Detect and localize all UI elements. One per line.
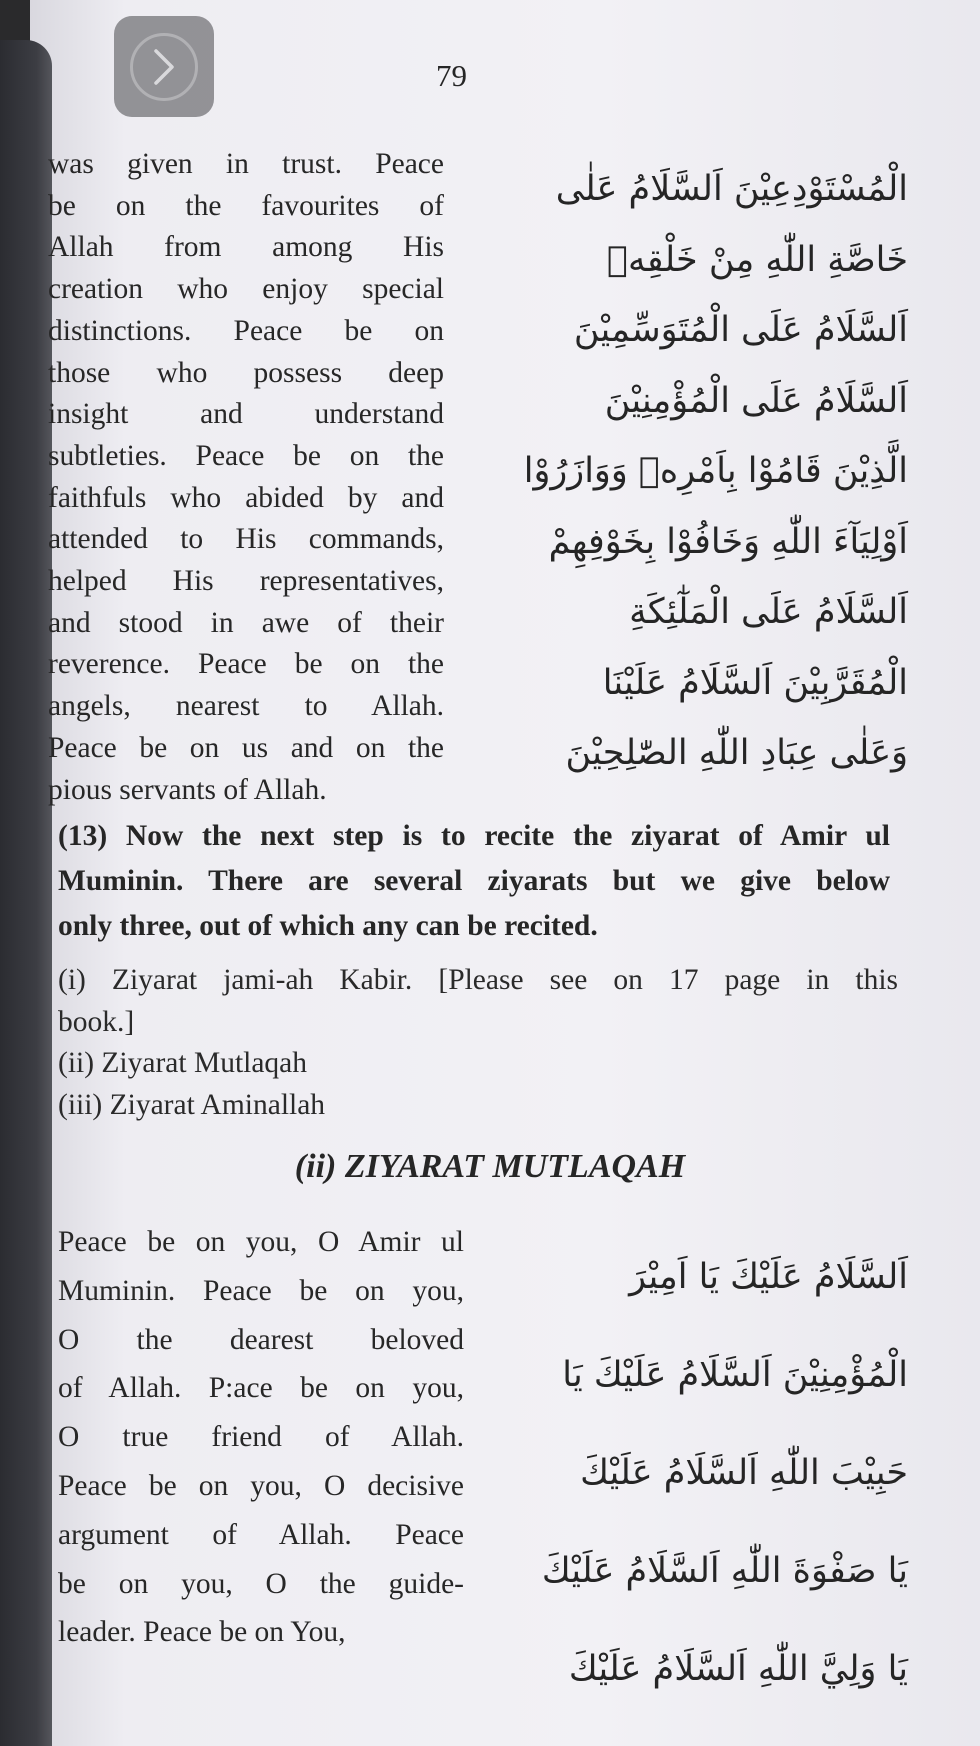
arabic-text-line: الْمُسْتَوْدِعِيْنَ اَلسَّلَامُ عَلٰى bbox=[555, 169, 908, 209]
english-text-line: attended to His commands, bbox=[48, 523, 444, 556]
english-text-line: pious servants of Allah. bbox=[48, 773, 327, 806]
english-text-line: be on the favourites of bbox=[48, 189, 444, 222]
english-text-line: distinctions. Peace be on bbox=[48, 314, 444, 347]
arabic-text-line: خَاصَّةِ اللّٰهِ مِنْ خَلْقِهٖ bbox=[607, 239, 908, 280]
english-text-line: O the dearest beloved bbox=[58, 1323, 464, 1356]
arabic-text-line: يَا وَلِيَّ اللّٰهِ اَلسَّلَامُ عَلَيْكَ bbox=[568, 1649, 908, 1689]
book-spine bbox=[0, 40, 52, 1746]
english-text-line: Peace be on us and on the bbox=[48, 731, 444, 764]
option-text-line: book.] bbox=[58, 1005, 135, 1038]
arabic-text-line: اَوْلِيَآءَ اللّٰهِ وَخَافُوْا بِخَوْفِهِمْ bbox=[548, 521, 908, 562]
option-text-line: (i) Ziyarat jami-ah Kabir. [Please see on 17 page in this bbox=[58, 964, 898, 996]
english-text-line: was given in trust. Peace bbox=[48, 148, 444, 180]
arabic-text-line: الْمُؤْمِنِيْنَ اَلسَّلَامُ عَلَيْكَ يَا bbox=[562, 1355, 908, 1395]
english-text-line: of Allah. P:ace be on you, bbox=[58, 1372, 464, 1405]
option-text-line: (ii) Ziyarat Mutlaqah bbox=[58, 1047, 308, 1079]
instruction-paragraph bbox=[58, 814, 890, 949]
arabic-text-line: اَلسَّلَامُ عَلَى الْمُتَوَسِّمِيْنَ bbox=[573, 310, 908, 350]
english-text-line: argument of Allah. Peace bbox=[58, 1518, 464, 1551]
paragraph-english-block-2 bbox=[58, 1218, 464, 1657]
arabic-text-line: الْمُقَرَّبِيْنَ اَلسَّلَامُ عَلَيْنَا bbox=[602, 662, 908, 703]
english-text-line: creation who enjoy special bbox=[48, 273, 444, 306]
arabic-text-line: وَعَلٰى عِبَادِ اللّٰهِ الصّٰلِحِيْنَ bbox=[565, 733, 908, 773]
english-text-line: Allah from among His bbox=[48, 231, 444, 264]
english-text-line: faithfuls who abided by and bbox=[48, 481, 444, 514]
english-text-line: angels, nearest to Allah. bbox=[48, 690, 444, 723]
arabic-text-line: الَّذِيْنَ قَامُوْا بِاَمْرِهٖ وَوَازَرُوْا bbox=[523, 451, 908, 491]
ziyarat-option-item bbox=[58, 960, 898, 1043]
paragraph-english-block-1 bbox=[48, 144, 444, 811]
english-text-line: helped His representatives, bbox=[48, 565, 444, 598]
english-text-line: Muminin. Peace be on you, bbox=[58, 1274, 464, 1307]
english-text-line: reverence. Peace be on the bbox=[48, 648, 444, 681]
paragraph-arabic-block-2 bbox=[500, 1228, 908, 1718]
arabic-text-line: اَلسَّلَامُ عَلَيْكَ يَا اَمِيْرَ bbox=[629, 1257, 908, 1297]
instruction-text-line: Muminin. There are several ziyarats but we give below bbox=[58, 865, 890, 897]
ziyarat-option-item bbox=[58, 1085, 898, 1127]
arabic-text-line: حَبِيْبَ اللّٰهِ اَلسَّلَامُ عَلَيْكَ bbox=[580, 1453, 908, 1493]
english-text-line: Peace be on you, O Amir ul bbox=[58, 1226, 464, 1258]
page-number: 79 bbox=[436, 58, 467, 93]
english-text-line: leader. Peace be on You, bbox=[58, 1616, 346, 1649]
english-text-line: those who possess deep bbox=[48, 356, 444, 389]
ziyarat-options-list bbox=[58, 960, 898, 1126]
instruction-text-line: only three, out of which any can be recited. bbox=[58, 910, 598, 942]
english-text-line: be on you, O the guide- bbox=[58, 1567, 464, 1600]
english-text-line: O true friend of Allah. bbox=[58, 1421, 464, 1454]
english-text-line: and stood in awe of their bbox=[48, 606, 444, 639]
paragraph-arabic-block-1 bbox=[500, 154, 908, 789]
chevron-right-icon bbox=[130, 33, 198, 101]
english-text-line: insight and understand bbox=[48, 398, 444, 431]
ziyarat-option-item bbox=[58, 1043, 898, 1085]
section-heading: (ii) ZIYARAT MUTLAQAH bbox=[294, 1148, 686, 1185]
english-text-line: Peace be on you, O decisive bbox=[58, 1469, 464, 1502]
option-text-line: (iii) Ziyarat Aminallah bbox=[58, 1088, 326, 1121]
instruction-text-line: (13) Now the next step is to recite the ziyarat of Amir ul bbox=[58, 820, 890, 852]
english-text-line: subtleties. Peace be on the bbox=[48, 439, 444, 472]
arabic-text-line: اَلسَّلَامُ عَلَى الْمَلٰٓئِكَةِ bbox=[629, 592, 908, 632]
arabic-text-line: اَلسَّلَامُ عَلَى الْمُؤْمِنِيْنَ bbox=[604, 380, 908, 421]
arabic-text-line: يَا صَفْوَةَ اللّٰهِ اَلسَّلَامُ عَلَيْكَ bbox=[541, 1551, 908, 1591]
next-page-button[interactable] bbox=[114, 16, 214, 117]
